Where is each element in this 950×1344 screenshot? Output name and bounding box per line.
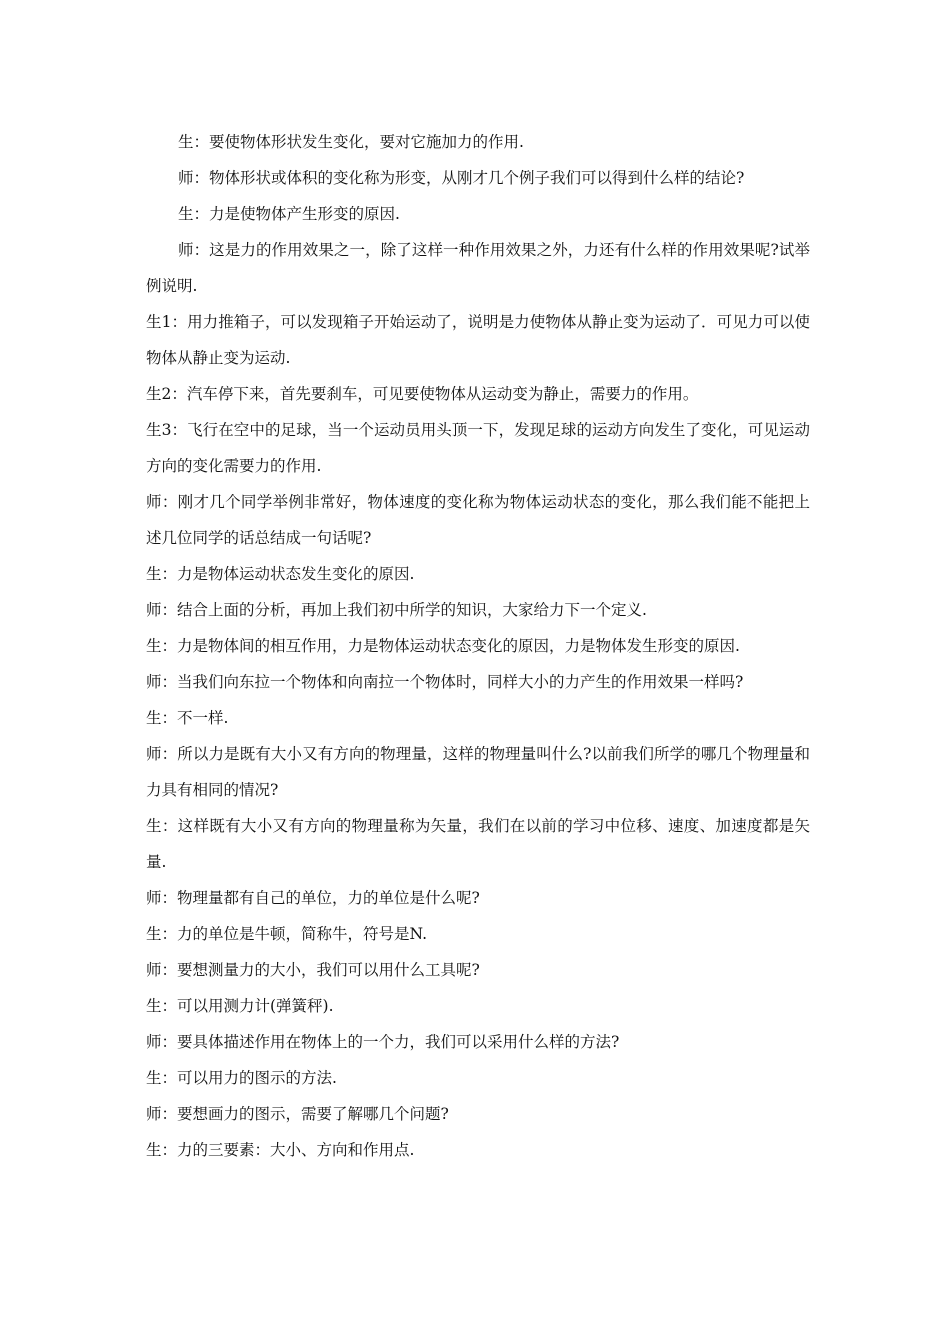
paragraph: 师：要想画力的图示，需要了解哪几个问题?: [146, 1105, 449, 1123]
paragraph: 生：这样既有大小又有方向的物理量称为矢量，我们在以前的学习中位移、速度、加速度都是矢量.: [146, 817, 810, 871]
paragraph: 师：刚才几个同学举例非常好，物体速度的变化称为物体运动状态的变化，那么我们能不能把上述几位同学的话总结成一句话呢?: [146, 493, 810, 547]
paragraph: 师：当我们向东拉一个物体和向南拉一个物体时，同样大小的力产生的作用效果一样吗?: [146, 673, 744, 691]
paragraph: 师：这是力的作用效果之一，除了这样一种作用效果之外，力还有什么样的作用效果呢?试举例说明.: [146, 241, 810, 295]
paragraph: 师：要想测量力的大小，我们可以用什么工具呢?: [146, 961, 480, 979]
paragraph: 师：结合上面的分析，再加上我们初中所学的知识，大家给力下一个定义.: [146, 601, 647, 619]
paragraph: 生：不一样.: [146, 709, 229, 727]
paragraph: 生：力的单位是牛顿，简称牛，符号是N.: [146, 925, 427, 943]
paragraph: 生：力是使物体产生形变的原因.: [178, 205, 400, 223]
paragraph: 生：可以用测力计(弹簧秤).: [146, 997, 334, 1015]
paragraph: 师：物体形状或体积的变化称为形变，从刚才几个例子我们可以得到什么样的结论?: [178, 169, 745, 187]
paragraph: 师：物理量都有自己的单位，力的单位是什么呢?: [146, 889, 480, 907]
paragraph: 生：要使物体形状发生变化，要对它施加力的作用.: [178, 133, 524, 151]
paragraph: 生：力是物体间的相互作用，力是物体运动状态变化的原因，力是物体发生形变的原因.: [146, 637, 740, 655]
paragraph: 生1：用力推箱子，可以发现箱子开始运动了，说明是力使物体从静止变为运动了．可见力可以使物体从静止变为运动.: [146, 313, 810, 367]
paragraph: 生：力的三要素：大小、方向和作用点.: [146, 1141, 415, 1159]
paragraph: 生：力是物体运动状态发生变化的原因.: [146, 565, 415, 583]
paragraph: 师：所以力是既有大小又有方向的物理量，这样的物理量叫什么?以前我们所学的哪几个物理量和力具有相同的情况?: [146, 745, 810, 799]
paragraph: 生3：飞行在空中的足球，当一个运动员用头顶一下，发现足球的运动方向发生了变化，可见运动方向的变化需要力的作用.: [146, 421, 810, 475]
paragraph: 生：可以用力的图示的方法.: [146, 1069, 337, 1087]
document-body: [146, 124, 810, 1168]
paragraph: 师：要具体描述作用在物体上的一个力，我们可以采用什么样的方法?: [146, 1033, 620, 1051]
paragraph: 生2：汽车停下来，首先要刹车，可见要使物体从运动变为静止，需要力的作用。: [146, 385, 699, 403]
